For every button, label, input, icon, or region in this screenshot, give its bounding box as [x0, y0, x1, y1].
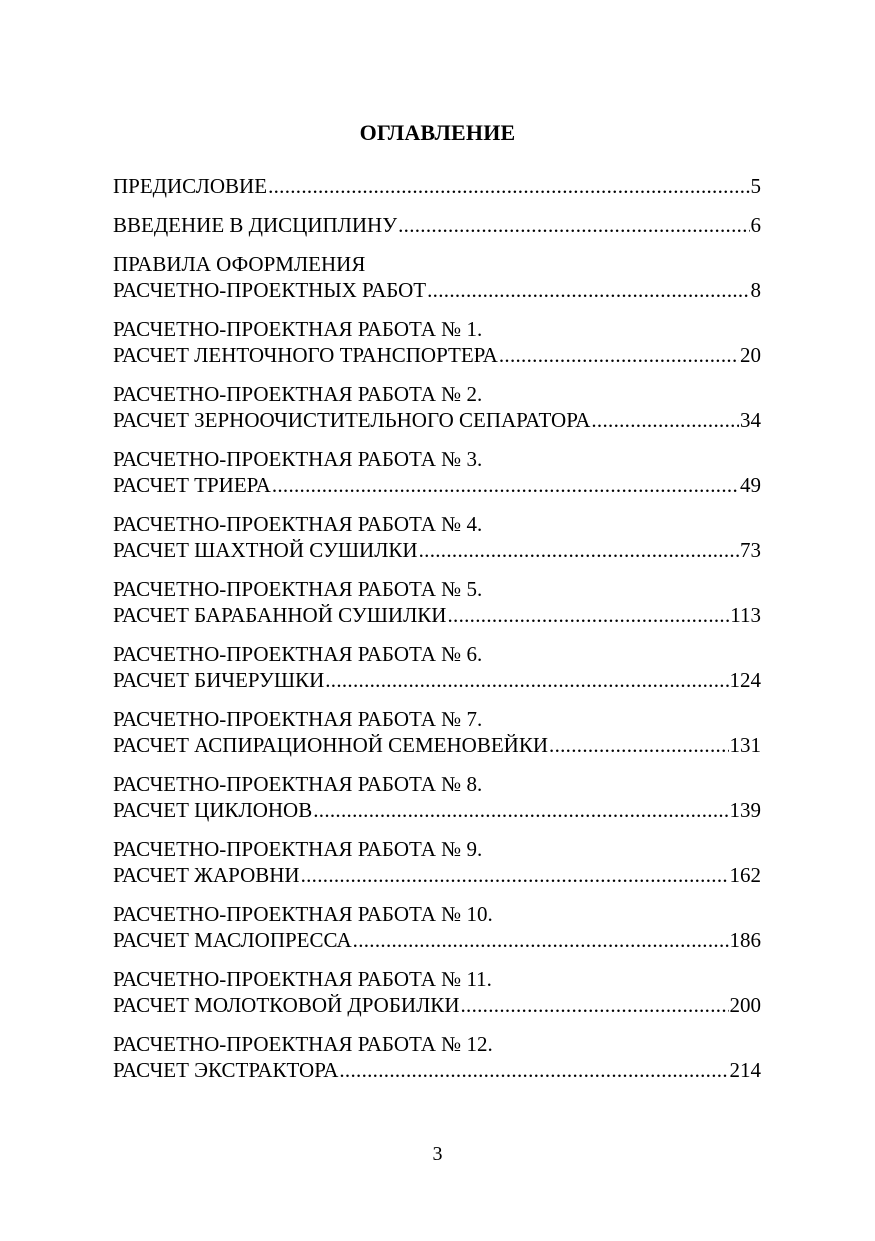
toc-entry-heading: ПРАВИЛА ОФОРМЛЕНИЯ	[113, 252, 366, 276]
toc-entry-work-10[interactable]	[113, 901, 761, 953]
toc-entry-work-8[interactable]	[113, 771, 761, 823]
dot-leader	[339, 1057, 728, 1083]
toc-entry-page: 124	[729, 668, 761, 692]
toc-entry-line	[113, 472, 761, 498]
toc-entry-title: РАСЧЕТ МОЛОТКОВОЙ ДРОБИЛКИ	[113, 993, 460, 1017]
toc-entry-page: 5	[750, 174, 761, 198]
toc-entry-title: РАСЧЕТ МАСЛОПРЕССА	[113, 928, 352, 952]
page-number: 3	[432, 1143, 443, 1165]
dot-leader	[460, 992, 728, 1018]
dot-leader	[268, 173, 749, 199]
dot-leader	[398, 212, 749, 238]
toc-entry-page: 20	[740, 343, 761, 367]
toc-entry-page: 214	[729, 1058, 761, 1082]
toc-entry-page: 49	[740, 473, 761, 497]
toc-entry-introduction[interactable]	[113, 212, 761, 238]
toc-entry-work-2[interactable]	[113, 381, 761, 433]
toc-entry-heading: РАСЧЕТНО-ПРОЕКТНАЯ РАБОТА № 11.	[113, 967, 492, 991]
toc-entry-work-5[interactable]	[113, 576, 761, 628]
toc-entry-work-3[interactable]	[113, 446, 761, 498]
toc-entry-work-4[interactable]	[113, 511, 761, 563]
toc-entry-heading: РАСЧЕТНО-ПРОЕКТНАЯ РАБОТА № 8.	[113, 772, 483, 796]
toc-entry-line	[113, 602, 761, 628]
toc-entry-line	[113, 732, 761, 758]
toc-entry-page: 162	[729, 863, 761, 887]
toc-entry-title: РАСЧЕТ ЦИКЛОНОВ	[113, 798, 313, 822]
toc-entry-heading: РАСЧЕТНО-ПРОЕКТНАЯ РАБОТА № 1.	[113, 317, 483, 341]
dot-leader	[313, 797, 728, 823]
toc-entry-title: РАСЧЕТ ЗЕРНООЧИСТИТЕЛЬНОГО СЕПАРАТОРА	[113, 408, 591, 432]
toc-entry-work-9[interactable]	[113, 836, 761, 888]
toc-entry-line	[113, 797, 761, 823]
toc-entry-title: РАСЧЕТ ШАХТНОЙ СУШИЛКИ	[113, 538, 418, 562]
toc-entry-line	[113, 342, 761, 368]
dot-leader	[427, 277, 749, 303]
toc-entry-line	[113, 537, 761, 563]
toc-entry-title: ПРЕДИСЛОВИЕ	[113, 174, 268, 198]
dot-leader	[549, 732, 728, 758]
toc-entry-title: РАСЧЕТ ЭКСТРАКТОРА	[113, 1058, 339, 1082]
toc-entry-title: РАСЧЕТ БИЧЕРУШКИ	[113, 668, 325, 692]
toc-entry-line	[113, 212, 761, 238]
toc-entry-line	[113, 1057, 761, 1083]
toc-entry-line	[113, 862, 761, 888]
dot-leader	[447, 602, 729, 628]
toc-entry-heading: РАСЧЕТНО-ПРОЕКТНАЯ РАБОТА № 5.	[113, 577, 483, 601]
dot-leader	[591, 407, 739, 433]
toc-entry-heading: РАСЧЕТНО-ПРОЕКТНАЯ РАБОТА № 3.	[113, 447, 483, 471]
toc-entry-page: 200	[729, 993, 761, 1017]
toc-entry-heading: РАСЧЕТНО-ПРОЕКТНАЯ РАБОТА № 6.	[113, 642, 483, 666]
toc-entry-title: РАСЧЕТ ЛЕНТОЧНОГО ТРАНСПОРТЕРА	[113, 343, 498, 367]
dot-leader	[499, 342, 739, 368]
toc-entry-page: 8	[750, 278, 761, 302]
toc-entry-heading: РАСЧЕТНО-ПРОЕКТНАЯ РАБОТА № 9.	[113, 837, 483, 861]
toc-title: ОГЛАВЛЕНИЕ	[359, 120, 516, 145]
toc-entry-preface[interactable]	[113, 173, 761, 199]
toc-entry-rules[interactable]	[113, 251, 761, 303]
dot-leader	[419, 537, 739, 563]
toc-entry-line	[113, 407, 761, 433]
toc-entry-page: 131	[729, 733, 761, 757]
toc-entry-work-11[interactable]	[113, 966, 761, 1018]
toc-entry-page: 113	[730, 603, 761, 627]
toc-entry-title: ВВЕДЕНИЕ В ДИСЦИПЛИНУ	[113, 213, 398, 237]
toc-entry-work-7[interactable]	[113, 706, 761, 758]
table-of-contents	[113, 173, 761, 1096]
dot-leader	[325, 667, 728, 693]
toc-entry-heading: РАСЧЕТНО-ПРОЕКТНАЯ РАБОТА № 12.	[113, 1032, 493, 1056]
dot-leader	[301, 862, 729, 888]
toc-entry-heading: РАСЧЕТНО-ПРОЕКТНАЯ РАБОТА № 7.	[113, 707, 483, 731]
toc-entry-work-1[interactable]	[113, 316, 761, 368]
dot-leader	[272, 472, 739, 498]
toc-entry-page: 6	[750, 213, 761, 237]
toc-entry-heading: РАСЧЕТНО-ПРОЕКТНАЯ РАБОТА № 4.	[113, 512, 483, 536]
toc-entry-line	[113, 173, 761, 199]
toc-entry-line	[113, 277, 761, 303]
toc-entry-work-12[interactable]	[113, 1031, 761, 1083]
toc-entry-title: РАСЧЕТНО-ПРОЕКТНЫХ РАБОТ	[113, 278, 427, 302]
toc-entry-title: РАСЧЕТ АСПИРАЦИОННОЙ СЕМЕНОВЕЙКИ	[113, 733, 549, 757]
toc-entry-work-6[interactable]	[113, 641, 761, 693]
toc-entry-title: РАСЧЕТ ТРИЕРА	[113, 473, 271, 497]
toc-entry-title: РАСЧЕТ ЖАРОВНИ	[113, 863, 300, 887]
toc-entry-page: 186	[729, 928, 761, 952]
toc-entry-line	[113, 927, 761, 953]
toc-entry-title: РАСЧЕТ БАРАБАННОЙ СУШИЛКИ	[113, 603, 447, 627]
toc-entry-heading: РАСЧЕТНО-ПРОЕКТНАЯ РАБОТА № 2.	[113, 382, 483, 406]
toc-entry-heading: РАСЧЕТНО-ПРОЕКТНАЯ РАБОТА № 10.	[113, 902, 493, 926]
toc-entry-line	[113, 992, 761, 1018]
toc-entry-page: 139	[729, 798, 761, 822]
toc-entry-line	[113, 667, 761, 693]
toc-entry-page: 73	[740, 538, 761, 562]
toc-entry-page: 34	[740, 408, 761, 432]
dot-leader	[353, 927, 729, 953]
